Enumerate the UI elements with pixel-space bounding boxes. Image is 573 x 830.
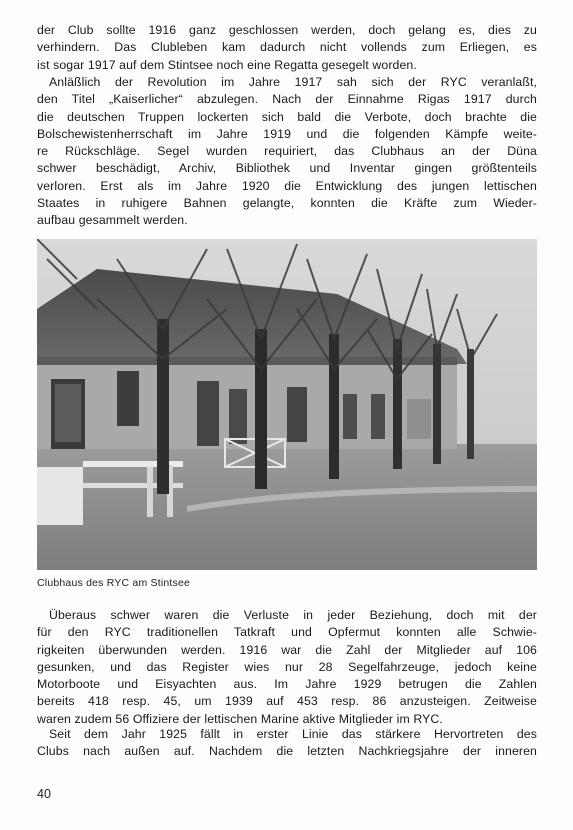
text-line: rigkeiten überwunden werden. 1916 war die Zahl der Mitglieder auf 106 [37,642,537,657]
text-line: der Club sollte 1916 ganz geschlossen werden, doch gelang es, dies zu [37,23,537,37]
text-line: gesunken, und das Register wies nur 28 Segelfahrzeuge, jedoch keine [37,659,537,674]
text-line: Seit dem Jahr 1925 fällt in erster Linie das stärkere Hervortreten des [49,727,537,741]
text-line: verloren. Erst als im Jahre 1920 die Entwicklung des jungen lettischen [37,178,537,193]
page-number: 40 [37,787,51,801]
text-line: ist sogar 1917 auf dem Stintsee noch eine Regatta gesegelt worden. [37,57,417,72]
text-line: Staates in ruhigere Bahnen gelangte, konnten die Kräfte zum Wieder- [37,196,537,211]
text-line: waren zudem 56 Offiziere der lettischen Marine aktive Mitglieder im RYC. [37,711,443,726]
text-line: für den RYC traditionellen Tatkraft und Opfermut konnten alle Schwie- [37,625,537,640]
text-line: Motorboote und Eisyachten aus. Im Jahre 1929 betrugen die Zahlen [37,677,537,692]
paragraph-3 [37,607,537,728]
paragraph-1 [37,22,537,74]
text-line: verhindern. Das Clubleben kam dadurch nicht vollends zum Erliegen, es [37,40,537,55]
paragraph-4 [37,726,537,761]
text-line: re Rückschläge. Segel wurden requiriert, das Clubhaus an der Düna [37,144,537,159]
text-line: Anläßlich der Revolution im Jahre 1917 sah sich der RYC veranlaßt, [49,75,537,89]
clubhouse-photo [37,239,537,570]
text-line: aufbau gesammelt werden. [37,213,188,228]
text-line: die deutschen Truppen lockerten sich bald die Verbote, doch brachte die [37,109,537,124]
text-line: Clubs nach außen auf. Nachdem die letzten Nachkriegsjahre der inneren [37,744,537,759]
text-line: Bolschewistenherrschaft im Jahre 1919 und die folgenden Kämpfe weite- [37,126,537,141]
text-line: bereits 418 resp. 45, um 1939 auf 453 resp. 86 anzusteigen. Zeitweise [37,694,537,709]
paragraph-2 [37,74,537,230]
text-line: Überaus schwer waren die Verluste in jeder Beziehung, doch mit der [49,608,537,622]
text-line: schwer beschädigt, Archiv, Bibliothek und Inventar gingen größtenteils [37,161,537,176]
photo-caption: Clubhaus des RYC am Stintsee [37,577,191,589]
text-line: den Titel „Kaiserlicher“ abzulegen. Nach der Einnahme Rigas 1917 durch [37,92,537,107]
